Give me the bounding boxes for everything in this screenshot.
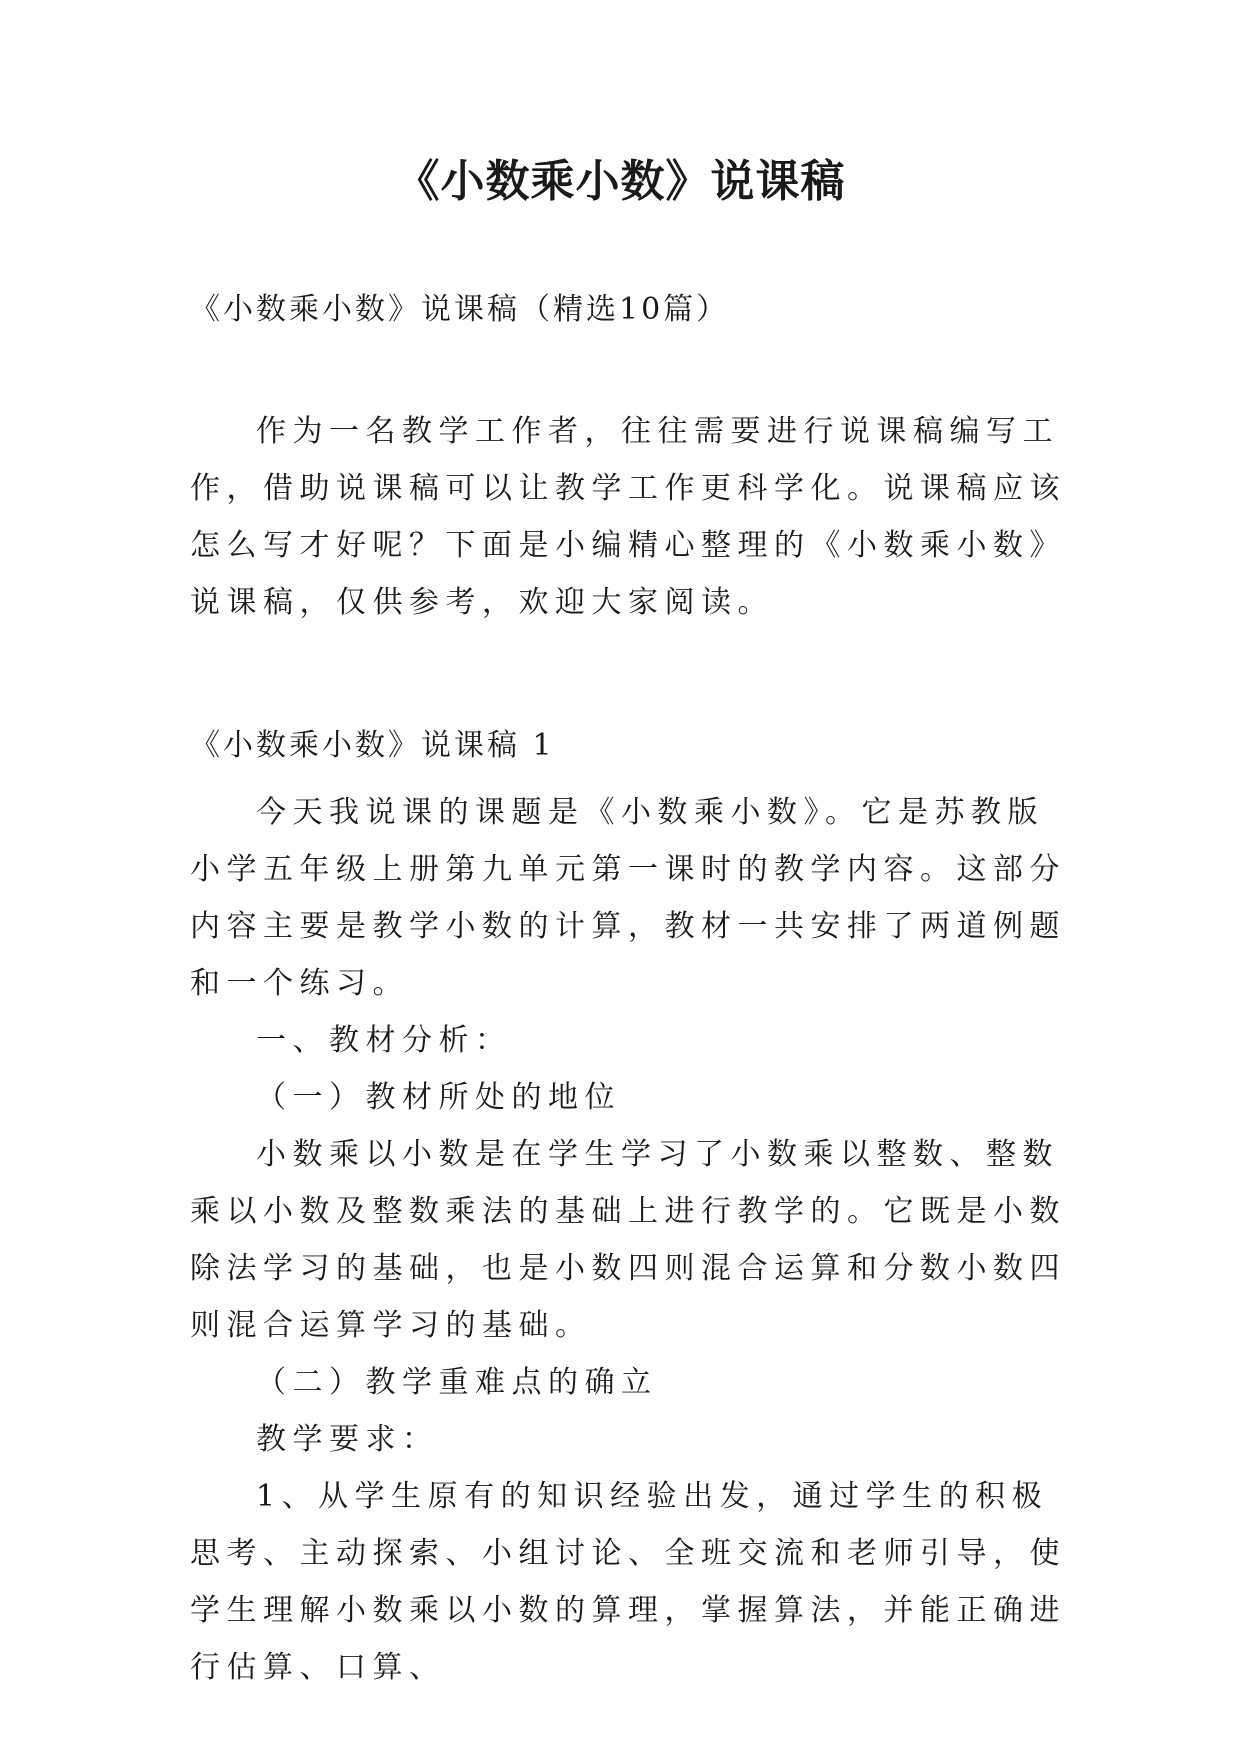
subheading-material-position: （一）教材所处的地位 [256,1080,621,1115]
paragraph-topic: 今天我说课的课题是《小数乘小数》。它是苏教版小学五年级上册第九单元第一课时的教学内容。这部分内容主要是教学小数的计算，教材一共安排了两道例题和一个练习。 [190,795,1066,1001]
intro-paragraph: 作为一名教学工作者，往往需要进行说课稿编写工作，借助说课稿可以让教学工作更科学化。说课稿应该怎么写才好呢？下面是小编精心整理的《小数乘小数》说课稿，仅供参考，欢迎大家阅读。 [190,414,1066,620]
paragraph-material-position: 小数乘以小数是在学生学习了小数乘以整数、整数乘以小数及整数乘法的基础上进行教学的。它既是小数除法学习的基础，也是小数四则混合运算和分数小数四则混合运算学习的基础。 [190,1137,1066,1343]
section-title: 《小数乘小数》说课稿 1 [190,728,555,763]
document-title: 《小数乘小数》说课稿 [395,156,846,207]
label-teaching-requirements: 教学要求： [256,1422,439,1457]
document-subtitle: 《小数乘小数》说课稿（精选10篇） [190,292,730,327]
document-body [190,290,1070,1696]
paragraph-requirement-1: 1、从学生原有的知识经验出发，通过学生的积极思考、主动探索、小组讨论、全班交流和老师引导，使学生理解小数乘以小数的算理，掌握算法，并能正确进行估算、口算、 [190,1479,1066,1685]
section-body [190,784,1070,1696]
heading-material-analysis: 一、教材分析： [256,1023,512,1058]
subheading-key-points: （二）教学重难点的确立 [256,1365,658,1400]
